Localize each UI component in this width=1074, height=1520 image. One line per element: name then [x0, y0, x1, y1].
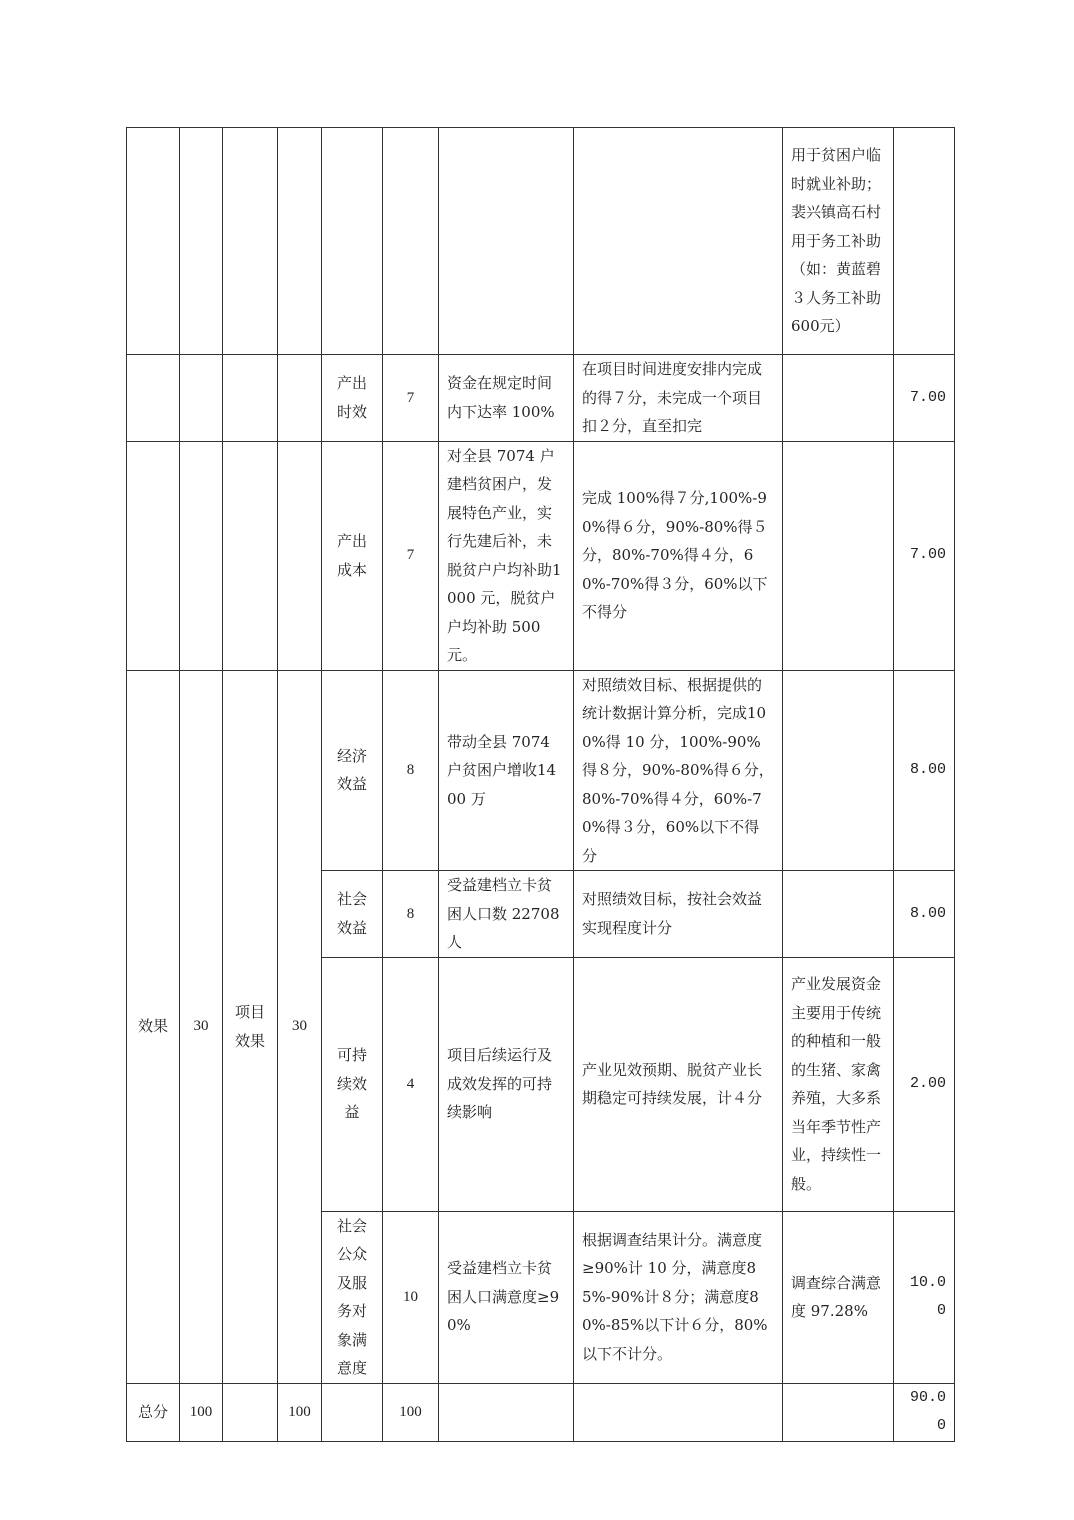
- remark-cell: [783, 670, 894, 871]
- table-cell: [180, 355, 223, 442]
- category-cell: 效果: [127, 670, 180, 1383]
- remark-cell: [783, 441, 894, 670]
- table-cell: [278, 355, 322, 442]
- table-cell: [574, 1383, 783, 1441]
- table-cell: [127, 441, 180, 670]
- table-cell: [574, 128, 783, 355]
- remark-cell: 产业发展资金主要用于传统的种植和一般的生猪、家禽养殖，大多系当年季节性产业，持续性一般。: [783, 957, 894, 1211]
- indicator-cell: 产出成本: [322, 441, 383, 670]
- criteria-cell: 对照绩效目标，按社会效益实现程度计分: [574, 871, 783, 958]
- criteria-cell: 对照绩效目标、根据提供的统计数据计算分析，完成100%得 10 分，100%-90%得８分，90%-80%得６分，80%-70%得４分，60%-70%得３分，60%以下不得分: [574, 670, 783, 871]
- weight-cell: 7: [383, 355, 439, 442]
- category-weight-cell: 30: [180, 670, 223, 1383]
- weight-cell: 4: [383, 957, 439, 1211]
- remark-cell: 调查综合满意度 97.28%: [783, 1211, 894, 1383]
- total-indicator-weight-cell: 100: [383, 1383, 439, 1441]
- remark-cell: 用于贫困户临时就业补助；裴兴镇高石村用于务工补助（如：黄蓝碧３人务工补助600元）: [783, 128, 894, 355]
- table-cell: [322, 1383, 383, 1441]
- table-cell: [223, 128, 278, 355]
- table-row: [127, 128, 955, 355]
- table-row: [127, 355, 955, 442]
- remark-cell: [783, 355, 894, 442]
- total-label-cell: 总分: [127, 1383, 180, 1441]
- table-cell: [223, 1383, 278, 1441]
- table-cell: [439, 1383, 574, 1441]
- target-cell: 受益建档立卡贫困人口满意度≥90%: [439, 1211, 574, 1383]
- table-cell: [180, 441, 223, 670]
- criteria-cell: 完成 100%得７分,100%-90%得６分，90%-80%得５分，80%-70%得４分，60%-70%得３分，60%以下不得分: [574, 441, 783, 670]
- criteria-cell: 产业见效预期、脱贫产业长期稳定可持续发展，计４分: [574, 957, 783, 1211]
- target-cell: 项目后续运行及成效发挥的可持续影响: [439, 957, 574, 1211]
- table-row: [127, 670, 955, 871]
- total-score-cell: 90.00: [894, 1383, 955, 1441]
- table-cell: [894, 128, 955, 355]
- weight-cell: 10: [383, 1211, 439, 1383]
- weight-cell: 8: [383, 670, 439, 871]
- table-cell: [439, 128, 574, 355]
- target-cell: 受益建档立卡贫困人口数 22708 人: [439, 871, 574, 958]
- criteria-cell: 根据调查结果计分。满意度≥90%计 10 分，满意度85%-90%计８分；满意度80%-85%以下计６分，80%以下不计分。: [574, 1211, 783, 1383]
- score-cell: 8.00: [894, 670, 955, 871]
- table-cell: [127, 128, 180, 355]
- score-cell: 10.00: [894, 1211, 955, 1383]
- indicator-cell: 产出时效: [322, 355, 383, 442]
- subcategory-cell: 项目效果: [223, 670, 278, 1383]
- table-cell: [322, 128, 383, 355]
- target-cell: 资金在规定时间内下达率 100%: [439, 355, 574, 442]
- table-cell: [223, 441, 278, 670]
- table-cell: [223, 355, 278, 442]
- score-cell: 7.00: [894, 355, 955, 442]
- remark-cell: [783, 871, 894, 958]
- indicator-cell: 社会公众及服务对象满意度: [322, 1211, 383, 1383]
- table-cell: [383, 128, 439, 355]
- subcategory-weight-cell: 30: [278, 670, 322, 1383]
- weight-cell: 8: [383, 871, 439, 958]
- score-cell: 7.00: [894, 441, 955, 670]
- total-row: [127, 1383, 955, 1441]
- target-cell: 对全县 7074 户建档贫困户，发展特色产业，实行先建后补，未脱贫户户均补助1000 元，脱贫户户均补助 500 元。: [439, 441, 574, 670]
- target-cell: 带动全县 7074 户贫困户增收1400 万: [439, 670, 574, 871]
- table-cell: [278, 441, 322, 670]
- indicator-cell: 经济效益: [322, 670, 383, 871]
- indicator-cell: 可持续效益: [322, 957, 383, 1211]
- indicator-cell: 社会效益: [322, 871, 383, 958]
- table-cell: [278, 128, 322, 355]
- total-weight-cell: 100: [180, 1383, 223, 1441]
- table-row: [127, 441, 955, 670]
- table-cell: [783, 1383, 894, 1441]
- table-cell: [180, 128, 223, 355]
- evaluation-table: [126, 127, 955, 1442]
- table-cell: [127, 355, 180, 442]
- score-cell: 8.00: [894, 871, 955, 958]
- criteria-cell: 在项目时间进度安排内完成的得７分，未完成一个项目扣２分，直至扣完: [574, 355, 783, 442]
- total-subweight-cell: 100: [278, 1383, 322, 1441]
- weight-cell: 7: [383, 441, 439, 670]
- score-cell: 2.00: [894, 957, 955, 1211]
